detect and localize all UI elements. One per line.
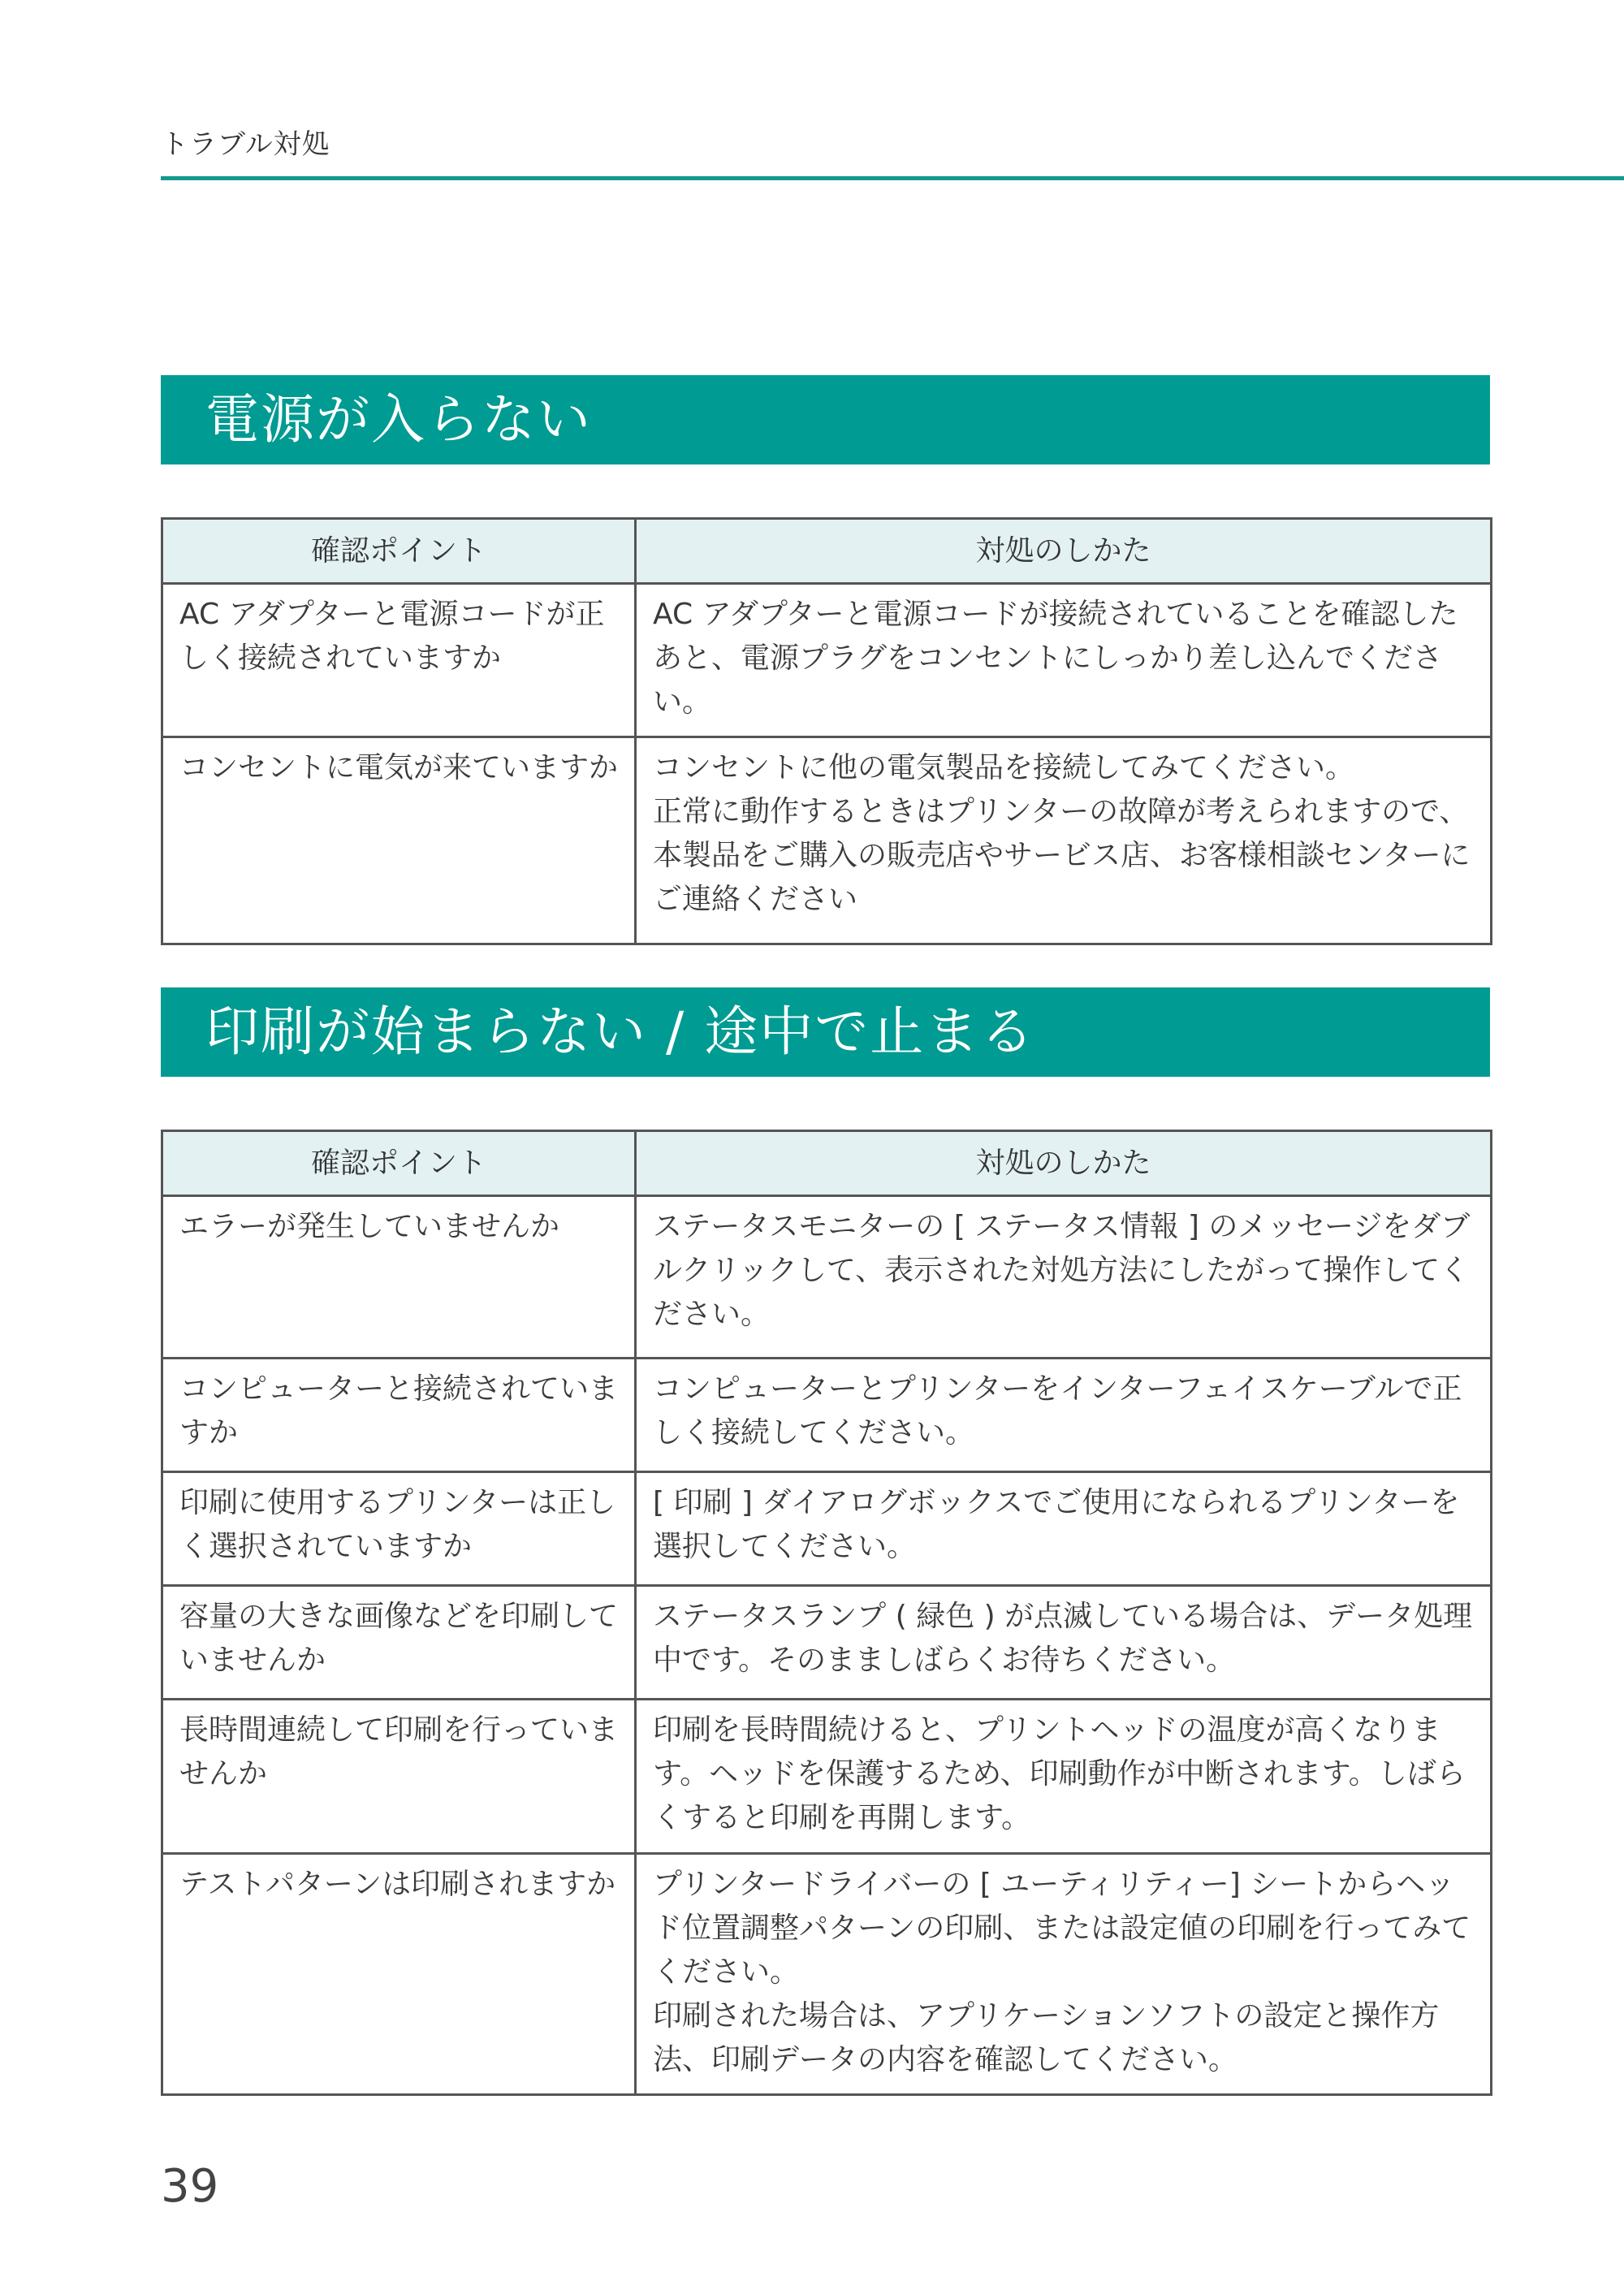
table-row: [162, 1586, 1492, 1700]
check-point-cell: コンピューターと接続されていますか: [162, 1359, 636, 1472]
table-row: [162, 737, 1492, 944]
table-header-row: [162, 519, 1492, 584]
check-point-cell: コンセントに電気が来ていますか: [162, 737, 636, 944]
action-cell: 印刷を長時間続けると、プリントヘッドの温度が高くなります。ヘッドを保護するため、印刷動作が中断されます。しばらくすると印刷を再開します。: [636, 1700, 1492, 1854]
check-point-cell: エラーが発生していませんか: [162, 1196, 636, 1359]
check-point-cell: AC アダプターと電源コードが正しく接続されていますか: [162, 584, 636, 737]
table-row: [162, 1196, 1492, 1359]
column-header-action: 対処のしかた: [636, 519, 1492, 584]
action-cell: コンピューターとプリンターをインターフェイスケーブルで正しく接続してください。: [636, 1359, 1492, 1472]
table-row: [162, 584, 1492, 737]
check-point-cell: テストパターンは印刷されますか: [162, 1854, 636, 2095]
action-cell: プリンタードライバーの [ ユーティリティー] シートからヘッド位置調整パターンの印刷、または設定値の印刷を行ってみてください。 印刷された場合は、アプリケーションソフトの設定と操作方法、印刷データの内容を確認してください。: [636, 1854, 1492, 2095]
table-row: [162, 1472, 1492, 1586]
running-header: トラブル対処: [161, 128, 330, 161]
action-cell: ステータスランプ ( 緑色 ) が点滅している場合は、データ処理中です。そのまましばらくお待ちください。: [636, 1586, 1492, 1700]
action-cell: ステータスモニターの [ ステータス情報 ] のメッセージをダブルクリックして、表示された対処方法にしたがって操作してください。: [636, 1196, 1492, 1359]
table-row: [162, 1700, 1492, 1854]
column-header-check: 確認ポイント: [162, 1131, 636, 1196]
table-header-row: [162, 1131, 1492, 1196]
page-number: 39: [161, 2160, 219, 2213]
check-point-cell: 容量の大きな画像などを印刷していませんか: [162, 1586, 636, 1700]
table-row: [162, 1359, 1492, 1472]
check-point-cell: 長時間連続して印刷を行っていませんか: [162, 1700, 636, 1854]
section-title-printing: 印刷が始まらない / 途中で止まる: [161, 987, 1490, 1077]
table-row: [162, 1854, 1492, 2095]
section-title-power: 電源が入らない: [161, 375, 1490, 464]
column-header-action: 対処のしかた: [636, 1131, 1492, 1196]
check-point-cell: 印刷に使用するプリンターは正しく選択されていますか: [162, 1472, 636, 1586]
column-header-check: 確認ポイント: [162, 519, 636, 584]
action-cell: AC アダプターと電源コードが接続されていることを確認したあと、電源プラグをコンセントにしっかり差し込んでください。: [636, 584, 1492, 737]
power-troubleshooting-table: [161, 517, 1492, 945]
action-cell: [ 印刷 ] ダイアログボックスでご使用になられるプリンターを選択してください。: [636, 1472, 1492, 1586]
printing-troubleshooting-table: [161, 1130, 1492, 2096]
header-rule: [161, 176, 1624, 180]
action-cell: コンセントに他の電気製品を接続してみてください。 正常に動作するときはプリンターの故障が考えられますので、本製品をご購入の販売店やサービス店、お客様相談センターにご連絡ください: [636, 737, 1492, 944]
